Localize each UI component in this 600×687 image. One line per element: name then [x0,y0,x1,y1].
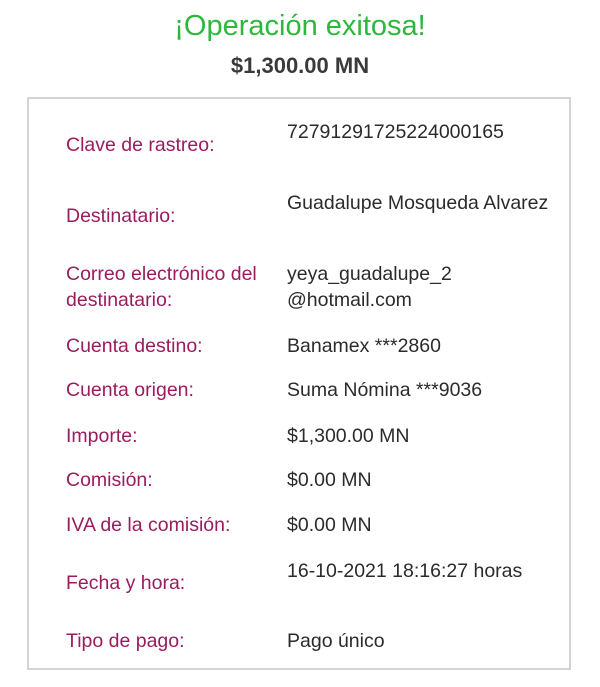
fee-label: Comisión: [66,469,153,491]
tracking-key-label: Clave de rastreo: [66,134,215,156]
tracking-key-value: 72791291725224000165 [287,121,504,143]
origin-account-label: Cuenta origen: [66,379,194,401]
fee-value: $0.00 MN [287,469,372,491]
recipient-label: Destinatario: [66,205,176,227]
recipient-email-label: Correo electrónico del destinatario: [66,263,257,311]
fee-tax-label: IVA de la comisión: [66,514,231,536]
success-title: ¡Operación exitosa! [174,10,426,42]
amount-label: Importe: [66,425,138,447]
recipient-value: Guadalupe Mosqueda Alvarez [287,192,549,214]
transfer-amount: $1,300.00 MN [230,53,370,78]
recipient-email-value: yeya_guadalupe_2@hotmail.com [287,263,452,311]
datetime-label: Fecha y hora: [66,572,186,594]
payment-type-label: Tipo de pago: [66,630,185,652]
destination-account-label: Cuenta destino: [66,335,203,357]
payment-type-value: Pago único [287,630,385,652]
origin-account-value: Suma Nómina ***9036 [287,379,483,401]
datetime-value: 16-10-2021 18:16:27 horas [287,560,523,582]
destination-account-value: Banamex ***2860 [287,335,441,357]
fee-tax-value: $0.00 MN [287,514,372,536]
amount-value: $1,300.00 MN [287,425,410,447]
